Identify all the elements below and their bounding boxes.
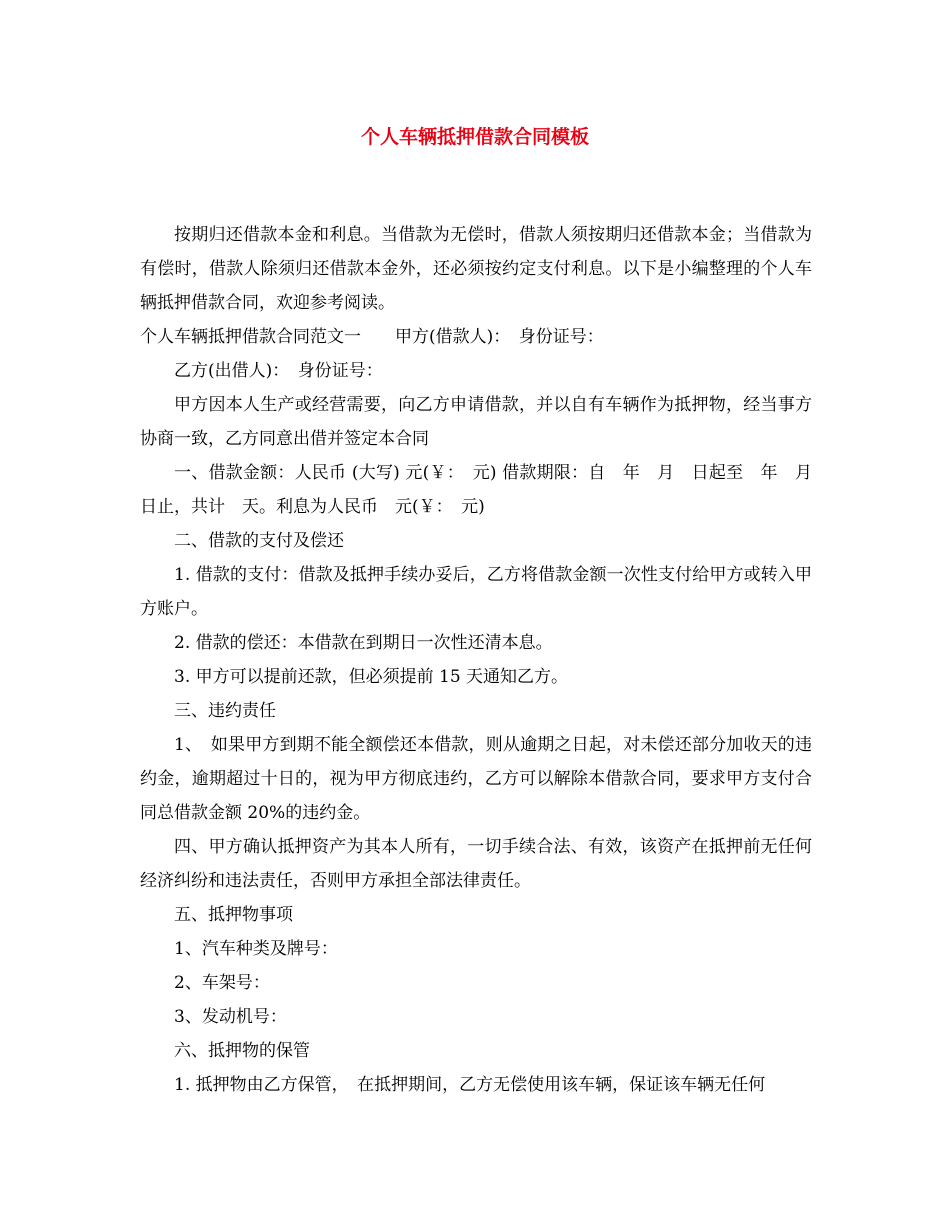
paragraph-intro: 按期归还借款本金和利息。当借款为无偿时，借款人须按期归还借款本金；当借款为有偿时，借款人除须归还借款本金外，还必须按约定支付利息。以下是小编整理的个人车辆抵押借款合同，欢迎参考阅读。 — [140, 225, 812, 313]
paragraph-collateral-3: 3、发动机号： — [174, 1007, 287, 1027]
paragraph-loan-amount: 一、借款金额：人民币 (大写) 元(￥： 元) 借款期限：自 年 月 日起至 年 月 日止，共计 天。利息为人民币 元(￥： 元) — [140, 463, 829, 517]
paragraph-ownership: 四、甲方确认抵押资产为其本人所有，一切手续合法、有效，该资产在抵押前无任何经济纠纷和违法责任，否则甲方承担全部法律责任。 — [140, 837, 812, 891]
section-heading-custody: 六、抵押物的保管 — [174, 1041, 310, 1061]
document-title: 个人车辆抵押借款合同模板 — [360, 126, 589, 148]
paragraph-lender: 乙方(出借人)： 身份证号： — [174, 361, 383, 381]
paragraph-collateral-1: 1、汽车种类及牌号： — [174, 939, 338, 959]
section-heading-collateral: 五、抵押物事项 — [174, 905, 293, 925]
paragraph-payment-2: 2. 借款的偿还：本借款在到期日一次性还清本息。 — [174, 633, 553, 653]
paragraph-custody-1: 1. 抵押物由乙方保管， 在抵押期间，乙方无偿使用该车辆，保证该车辆无任何 — [174, 1075, 766, 1095]
paragraph-contract-heading: 个人车辆抵押借款合同范文一 甲方(借款人)： 身份证号： — [140, 327, 604, 347]
paragraph-collateral-2: 2、车架号： — [174, 973, 270, 993]
section-heading-breach: 三、违约责任 — [174, 701, 276, 721]
paragraph-purpose: 甲方因本人生产或经营需要，向乙方申请借款，并以自有车辆作为抵押物，经当事方协商一致，乙方同意出借并签定本合同 — [140, 395, 812, 449]
paragraph-breach-1: 1、 如果甲方到期不能全额偿还本借款，则从逾期之日起，对未偿还部分加收天的违约金，逾期超过十日的，视为甲方彻底违约，乙方可以解除本借款合同，要求甲方支付合同总借款金额 20%的违约金。 — [140, 735, 812, 823]
document-body — [140, 218, 829, 1102]
paragraph-payment-1: 1. 借款的支付：借款及抵押手续办妥后，乙方将借款金额一次性支付给甲方或转入甲方账户。 — [140, 565, 812, 619]
section-heading-payment: 二、借款的支付及偿还 — [174, 531, 344, 551]
paragraph-payment-3: 3. 甲方可以提前还款，但必须提前 15 天通知乙方。 — [174, 667, 569, 687]
